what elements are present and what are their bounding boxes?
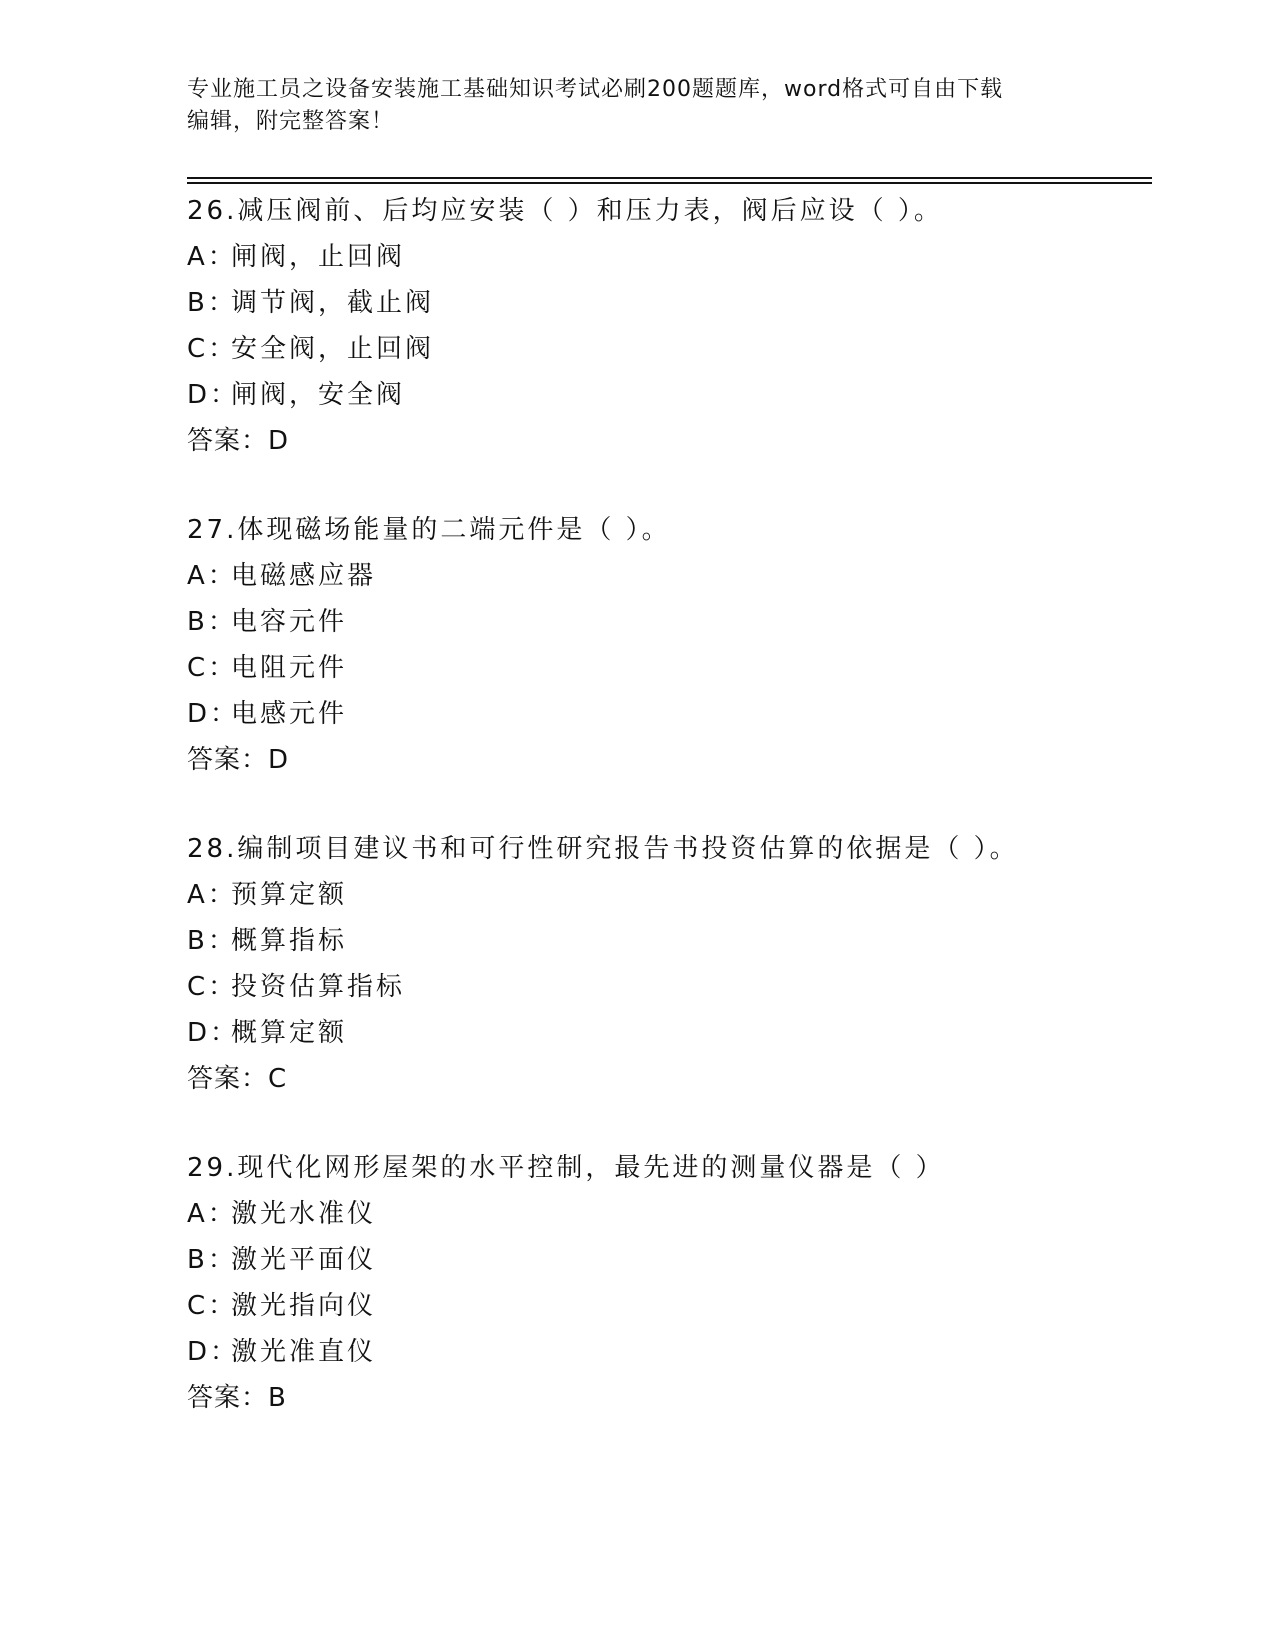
option-text: 激光准直仪: [231, 1337, 377, 1367]
option-key: B：: [187, 288, 237, 318]
question-28: [187, 826, 1152, 1102]
question-stem: 27.体现磁场能量的二端元件是（ ）。: [187, 515, 671, 545]
question-stem: 28.编制项目建议书和可行性研究报告书投资估算的依据是（ ）。: [187, 834, 1019, 864]
option-text: 调节阀，截止阀: [231, 288, 435, 318]
option-a: [187, 234, 1152, 280]
option-text: 投资估算指标: [231, 972, 406, 1002]
option-key: D：: [187, 1018, 240, 1048]
option-a: [187, 1191, 1152, 1237]
option-b: [187, 918, 1152, 964]
option-c: [187, 326, 1152, 372]
answer-line: 答案：D: [187, 426, 290, 456]
option-text: 激光平面仪: [231, 1245, 377, 1275]
option-d: [187, 372, 1152, 418]
option-text: 激光指向仪: [231, 1291, 377, 1321]
option-b: [187, 280, 1152, 326]
option-text: 电容元件: [231, 607, 348, 637]
header-title-line-1: 专业施工员之设备安装施工基础知识考试必刷200题题库，word格式可自由下载: [187, 77, 1004, 102]
question-26: [187, 188, 1152, 464]
option-text: 预算定额: [231, 880, 348, 910]
option-key: D：: [187, 1337, 240, 1367]
option-text: 电磁感应器: [231, 561, 377, 591]
option-key: B：: [187, 607, 237, 637]
question-stem: 29.现代化网形屋架的水平控制，最先进的测量仪器是（ ）: [187, 1153, 945, 1183]
option-text: 安全阀，止回阀: [231, 334, 435, 364]
option-b: [187, 599, 1152, 645]
option-text: 电感元件: [231, 699, 348, 729]
option-d: [187, 1329, 1152, 1375]
answer-line: 答案：C: [187, 1064, 288, 1094]
option-a: [187, 553, 1152, 599]
option-key: C：: [187, 972, 238, 1002]
option-text: 概算定额: [231, 1018, 348, 1048]
option-d: [187, 691, 1152, 737]
header-divider-bottom: [187, 182, 1152, 184]
option-text: 闸阀，止回阀: [231, 242, 406, 272]
question-29: [187, 1145, 1152, 1421]
option-key: B：: [187, 1245, 237, 1275]
answer-line: 答案：D: [187, 745, 290, 775]
option-c: [187, 1283, 1152, 1329]
option-key: B：: [187, 926, 237, 956]
option-key: A：: [187, 242, 237, 272]
option-a: [187, 872, 1152, 918]
option-c: [187, 964, 1152, 1010]
option-d: [187, 1010, 1152, 1056]
answer-line: 答案：B: [187, 1383, 287, 1413]
option-key: D：: [187, 380, 240, 410]
header-divider-top: [187, 177, 1152, 179]
option-text: 激光水准仪: [231, 1199, 377, 1229]
option-text: 概算指标: [231, 926, 348, 956]
option-key: C：: [187, 334, 238, 364]
option-key: C：: [187, 1291, 238, 1321]
option-key: C：: [187, 653, 238, 683]
option-text: 电阻元件: [231, 653, 348, 683]
option-key: A：: [187, 880, 237, 910]
question-27: [187, 507, 1152, 783]
question-stem: 26.减压阀前、后均应安装（ ）和压力表，阀后应设（ ）。: [187, 196, 943, 226]
option-key: A：: [187, 1199, 237, 1229]
option-key: A：: [187, 561, 237, 591]
option-text: 闸阀，安全阀: [231, 380, 406, 410]
document-header: [187, 74, 1087, 138]
option-key: D：: [187, 699, 240, 729]
option-c: [187, 645, 1152, 691]
option-b: [187, 1237, 1152, 1283]
header-title-line-2: 编辑，附完整答案！: [187, 109, 395, 134]
